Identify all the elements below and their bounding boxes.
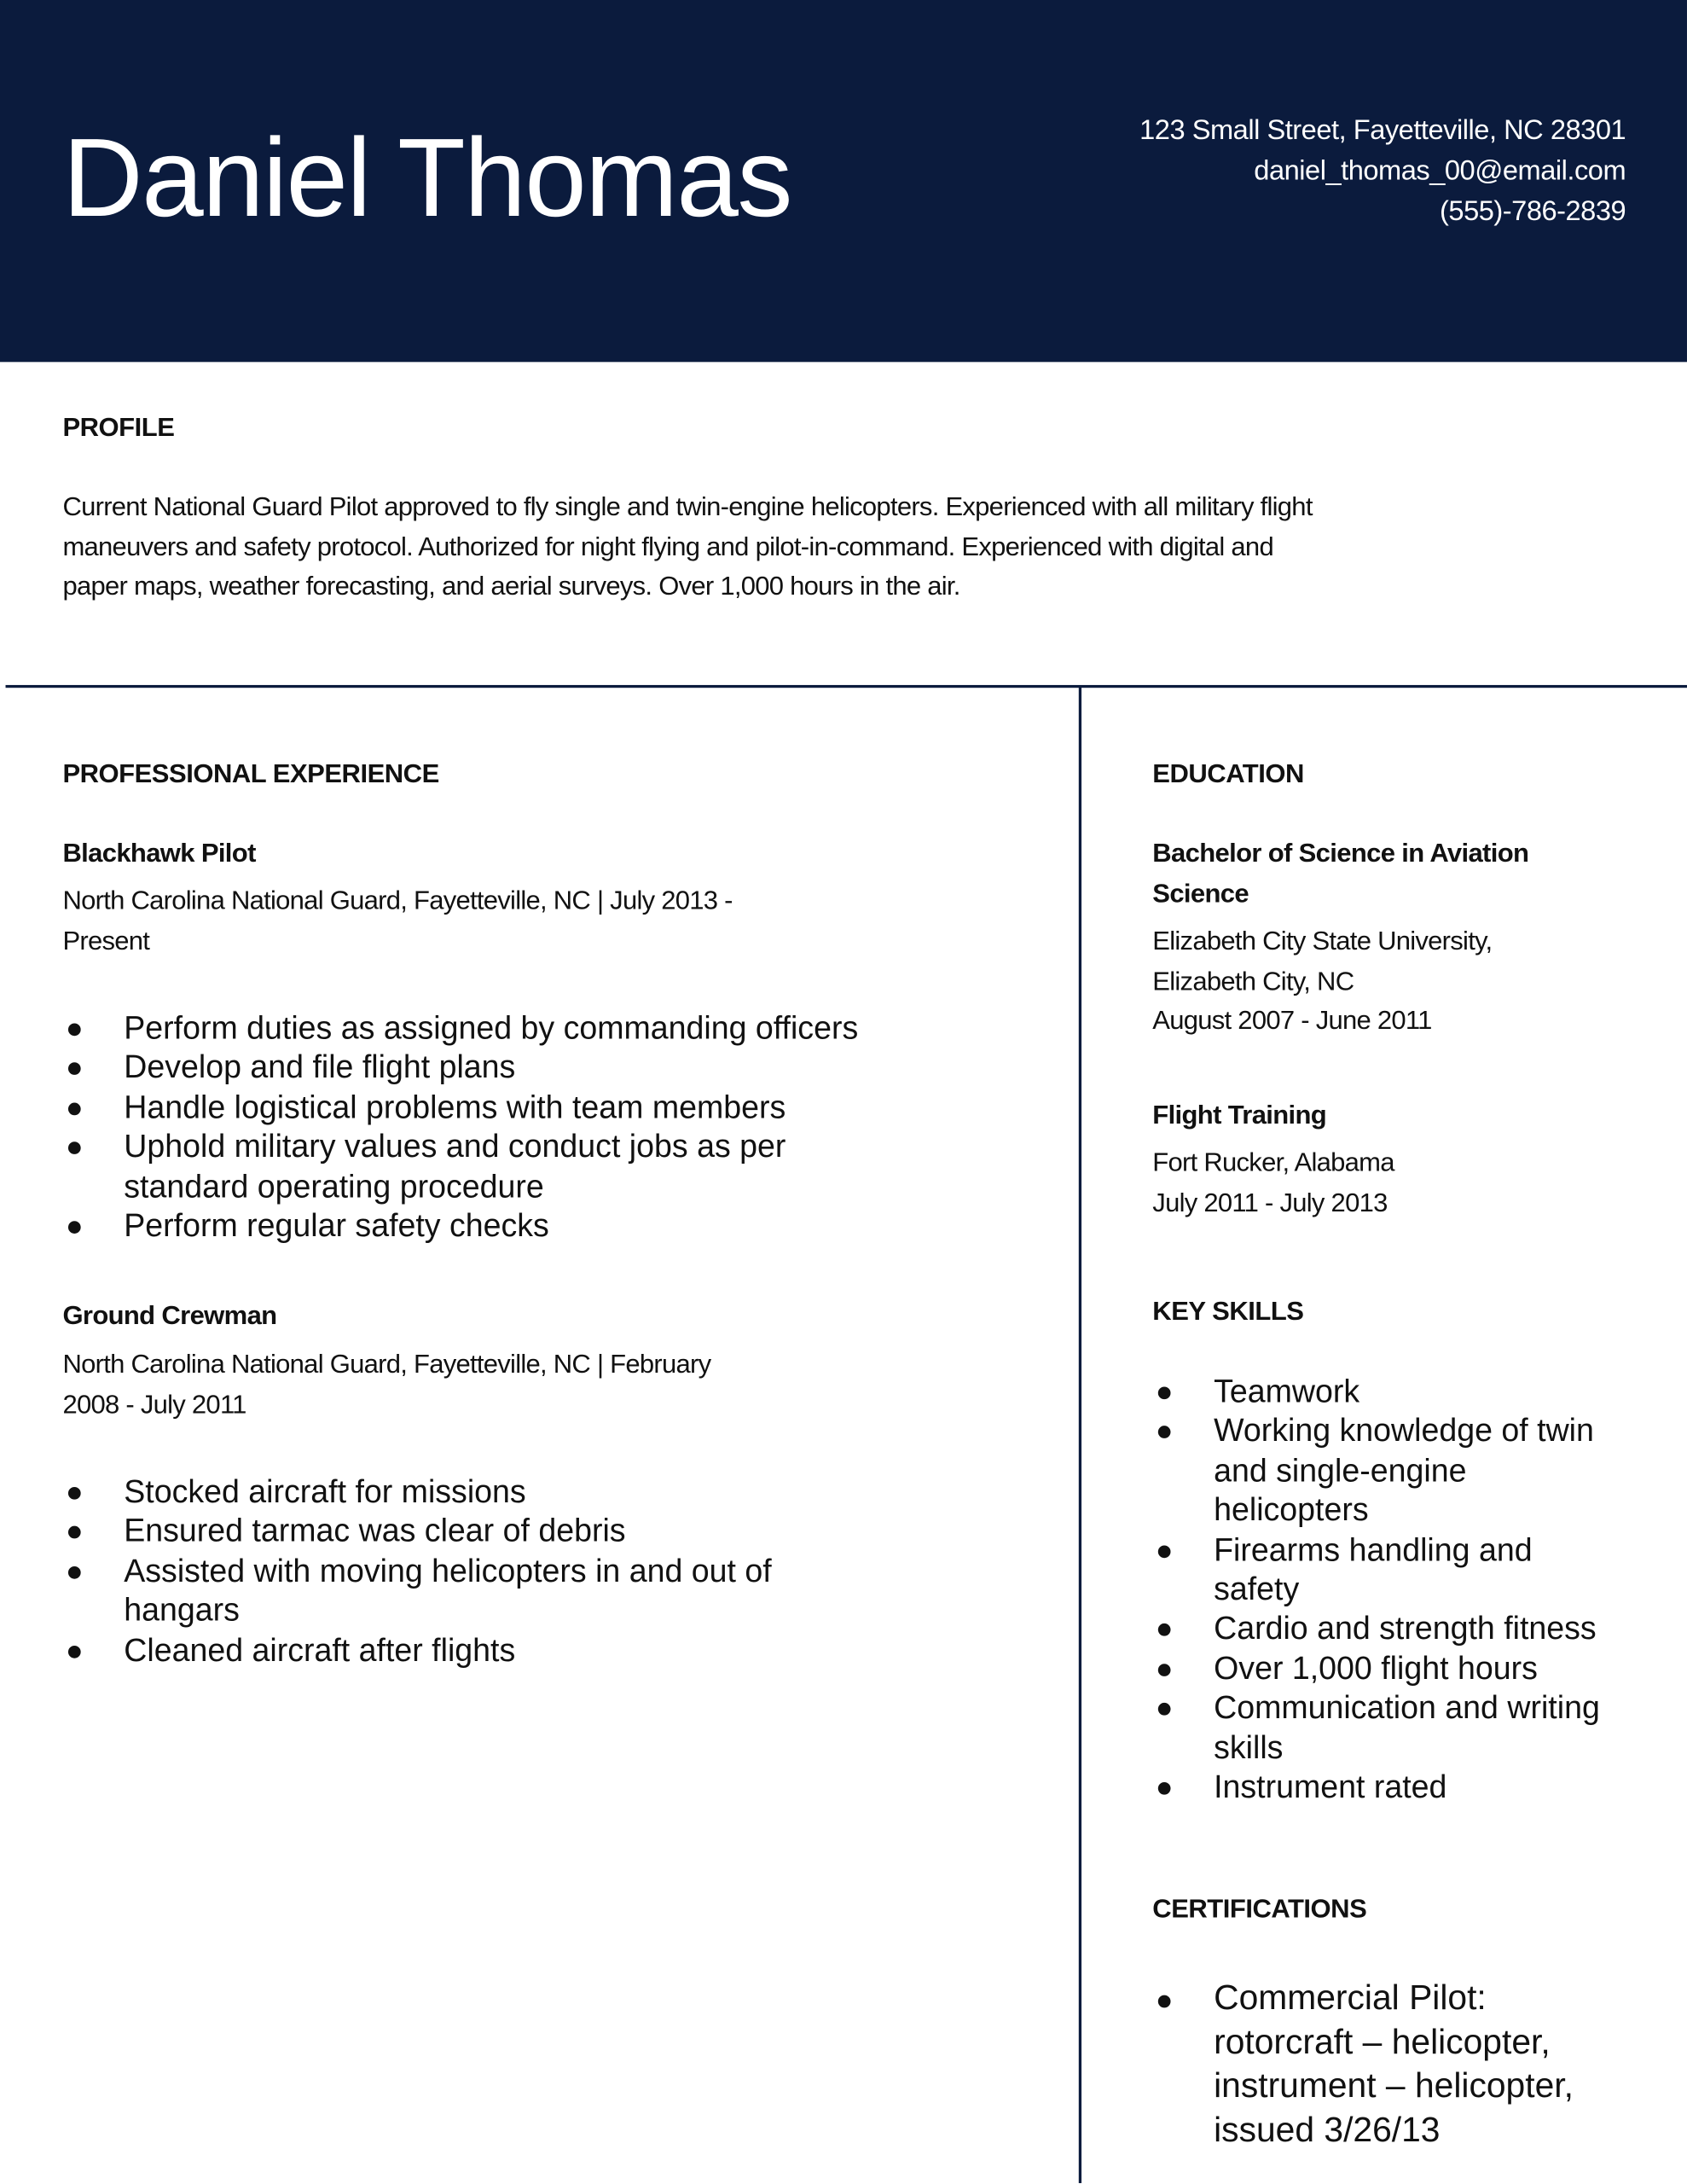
list-item-text: Working knowledge of twin xyxy=(1214,1412,1594,1449)
bullet-icon xyxy=(68,1024,81,1037)
list-item xyxy=(1152,1977,1574,2153)
profile-line: Current National Guard Pilot approved to fly single and twin-engine helicopters. Experienced with all military flight xyxy=(62,492,1313,522)
list-item-text: Commercial Pilot: xyxy=(1214,1978,1487,2018)
degree-title-line: Bachelor of Science in Aviation xyxy=(1152,839,1529,869)
list-item xyxy=(62,1629,771,1669)
bullet-icon xyxy=(68,1221,81,1234)
list-item-text: Stocked aircraft for missions xyxy=(124,1472,526,1510)
bullet-icon xyxy=(68,1566,81,1579)
horizontal-divider xyxy=(6,685,1687,688)
training-location: Fort Rucker, Alabama xyxy=(1152,1148,1394,1178)
school-dates: August 2007 - June 2011 xyxy=(1152,1006,1432,1037)
list-item-text: and single-engine xyxy=(1214,1451,1467,1489)
job-subtitle-line: 2008 - July 2011 xyxy=(62,1390,246,1420)
list-item xyxy=(62,1472,771,1511)
list-item xyxy=(1152,1609,1600,1648)
list-item-text: helicopters xyxy=(1214,1491,1369,1528)
list-item-text: Handle logistical problems with team members xyxy=(124,1088,786,1125)
list-item-text: Firearms handling and xyxy=(1214,1531,1533,1568)
list-item xyxy=(1152,1648,1600,1687)
degree-title-line: Science xyxy=(1152,879,1249,909)
list-item xyxy=(62,1205,858,1245)
list-item-text: Uphold military values and conduct jobs as per xyxy=(124,1128,786,1165)
bullet-icon xyxy=(68,1487,81,1500)
bullet-icon xyxy=(68,1063,81,1076)
list-item-text: skills xyxy=(1214,1728,1284,1765)
certifications-list xyxy=(1152,1977,1574,2153)
list-item-text: Perform duties as assigned by commanding officers xyxy=(124,1009,859,1046)
list-item-text: Teamwork xyxy=(1214,1373,1360,1409)
list-item-text: safety xyxy=(1214,1570,1300,1607)
profile-summary xyxy=(62,489,1312,608)
list-item xyxy=(62,1048,858,1087)
skills-list xyxy=(1152,1372,1600,1807)
list-item-text: Over 1,000 flight hours xyxy=(1214,1649,1538,1687)
bullet-icon xyxy=(68,1645,81,1658)
list-item-text: Develop and file flight plans xyxy=(124,1048,516,1085)
list-item xyxy=(1152,1530,1600,1609)
certifications-heading: CERTIFICATIONS xyxy=(1152,1895,1367,1925)
list-item xyxy=(62,1087,858,1126)
list-item xyxy=(1152,1767,1600,1806)
job-subtitle xyxy=(62,1346,710,1426)
bullet-icon xyxy=(1158,1426,1171,1439)
email[interactable]: daniel_thomas_00@email.com xyxy=(1254,155,1626,187)
profile-line: paper maps, weather forecasting, and aerial surveys. Over 1,000 hours in the air. xyxy=(62,572,960,602)
contact-info xyxy=(1139,112,1626,233)
list-item-text: Assisted with moving helicopters in and out of xyxy=(124,1552,772,1589)
training-details xyxy=(1152,1145,1394,1224)
candidate-name: Daniel Thomas xyxy=(62,115,791,240)
bullet-icon xyxy=(68,1142,81,1155)
list-item-text: instrument – helicopter, xyxy=(1214,2066,1574,2106)
list-item-text: Instrument rated xyxy=(1214,1768,1447,1805)
list-item-text: Ensured tarmac was clear of debris xyxy=(124,1513,626,1549)
job-subtitle xyxy=(62,883,732,962)
job-title: Ground Crewman xyxy=(62,1301,277,1332)
bullet-icon xyxy=(1158,1624,1171,1637)
job-title: Blackhawk Pilot xyxy=(62,839,256,869)
bullet-icon xyxy=(1158,1995,1171,2008)
school-location: Elizabeth City, NC xyxy=(1152,967,1354,996)
degree-title xyxy=(1152,835,1528,915)
job-bullets xyxy=(62,1008,858,1246)
skills-heading: KEY SKILLS xyxy=(1152,1298,1304,1327)
list-item-text: Communication and writing xyxy=(1214,1689,1600,1726)
profile-line: maneuvers and safety protocol. Authorized for night flying and pilot-in-command. Experienced with digital and xyxy=(62,532,1273,562)
profile-heading: PROFILE xyxy=(62,413,175,443)
phone: (555)-786-2839 xyxy=(1440,196,1626,228)
experience-heading: PROFESSIONAL EXPERIENCE xyxy=(62,760,439,790)
list-item xyxy=(1152,1687,1600,1767)
list-item xyxy=(62,1551,771,1630)
job-bullets xyxy=(62,1472,771,1670)
job-subtitle-line: Present xyxy=(62,926,150,956)
bullet-icon xyxy=(1158,1782,1171,1795)
school-name: Elizabeth City State University, xyxy=(1152,926,1493,957)
list-item xyxy=(62,1008,858,1048)
list-item-text: Perform regular safety checks xyxy=(124,1206,549,1244)
list-item-text: Cardio and strength fitness xyxy=(1214,1610,1597,1647)
list-item xyxy=(62,1511,771,1550)
job-subtitle-line: North Carolina National Guard, Fayetteville, NC | July 2013 - xyxy=(62,886,733,916)
job-subtitle-line: North Carolina National Guard, Fayetteville, NC | February xyxy=(62,1350,711,1380)
bullet-icon xyxy=(68,1526,81,1539)
list-item-text: rotorcraft – helicopter, xyxy=(1214,2022,1551,2062)
bullet-icon xyxy=(1158,1664,1171,1676)
degree-details xyxy=(1152,923,1492,1043)
list-item-text: Cleaned aircraft after flights xyxy=(124,1631,516,1668)
education-heading: EDUCATION xyxy=(1152,760,1304,790)
list-item xyxy=(1152,1372,1600,1411)
list-item xyxy=(62,1127,858,1206)
list-item-text: standard operating procedure xyxy=(124,1167,544,1205)
address: 123 Small Street, Fayetteville, NC 28301 xyxy=(1139,115,1626,147)
list-item xyxy=(1152,1411,1600,1530)
training-dates: July 2011 - July 2013 xyxy=(1152,1188,1388,1218)
training-title: Flight Training xyxy=(1152,1101,1327,1131)
bullet-icon xyxy=(1158,1545,1171,1558)
bullet-icon xyxy=(68,1102,81,1115)
bullet-icon xyxy=(1158,1703,1171,1716)
list-item-text: issued 3/26/13 xyxy=(1214,2111,1441,2150)
bullet-icon xyxy=(1158,1386,1171,1399)
list-item-text: hangars xyxy=(124,1591,240,1629)
vertical-divider xyxy=(1079,687,1081,2183)
